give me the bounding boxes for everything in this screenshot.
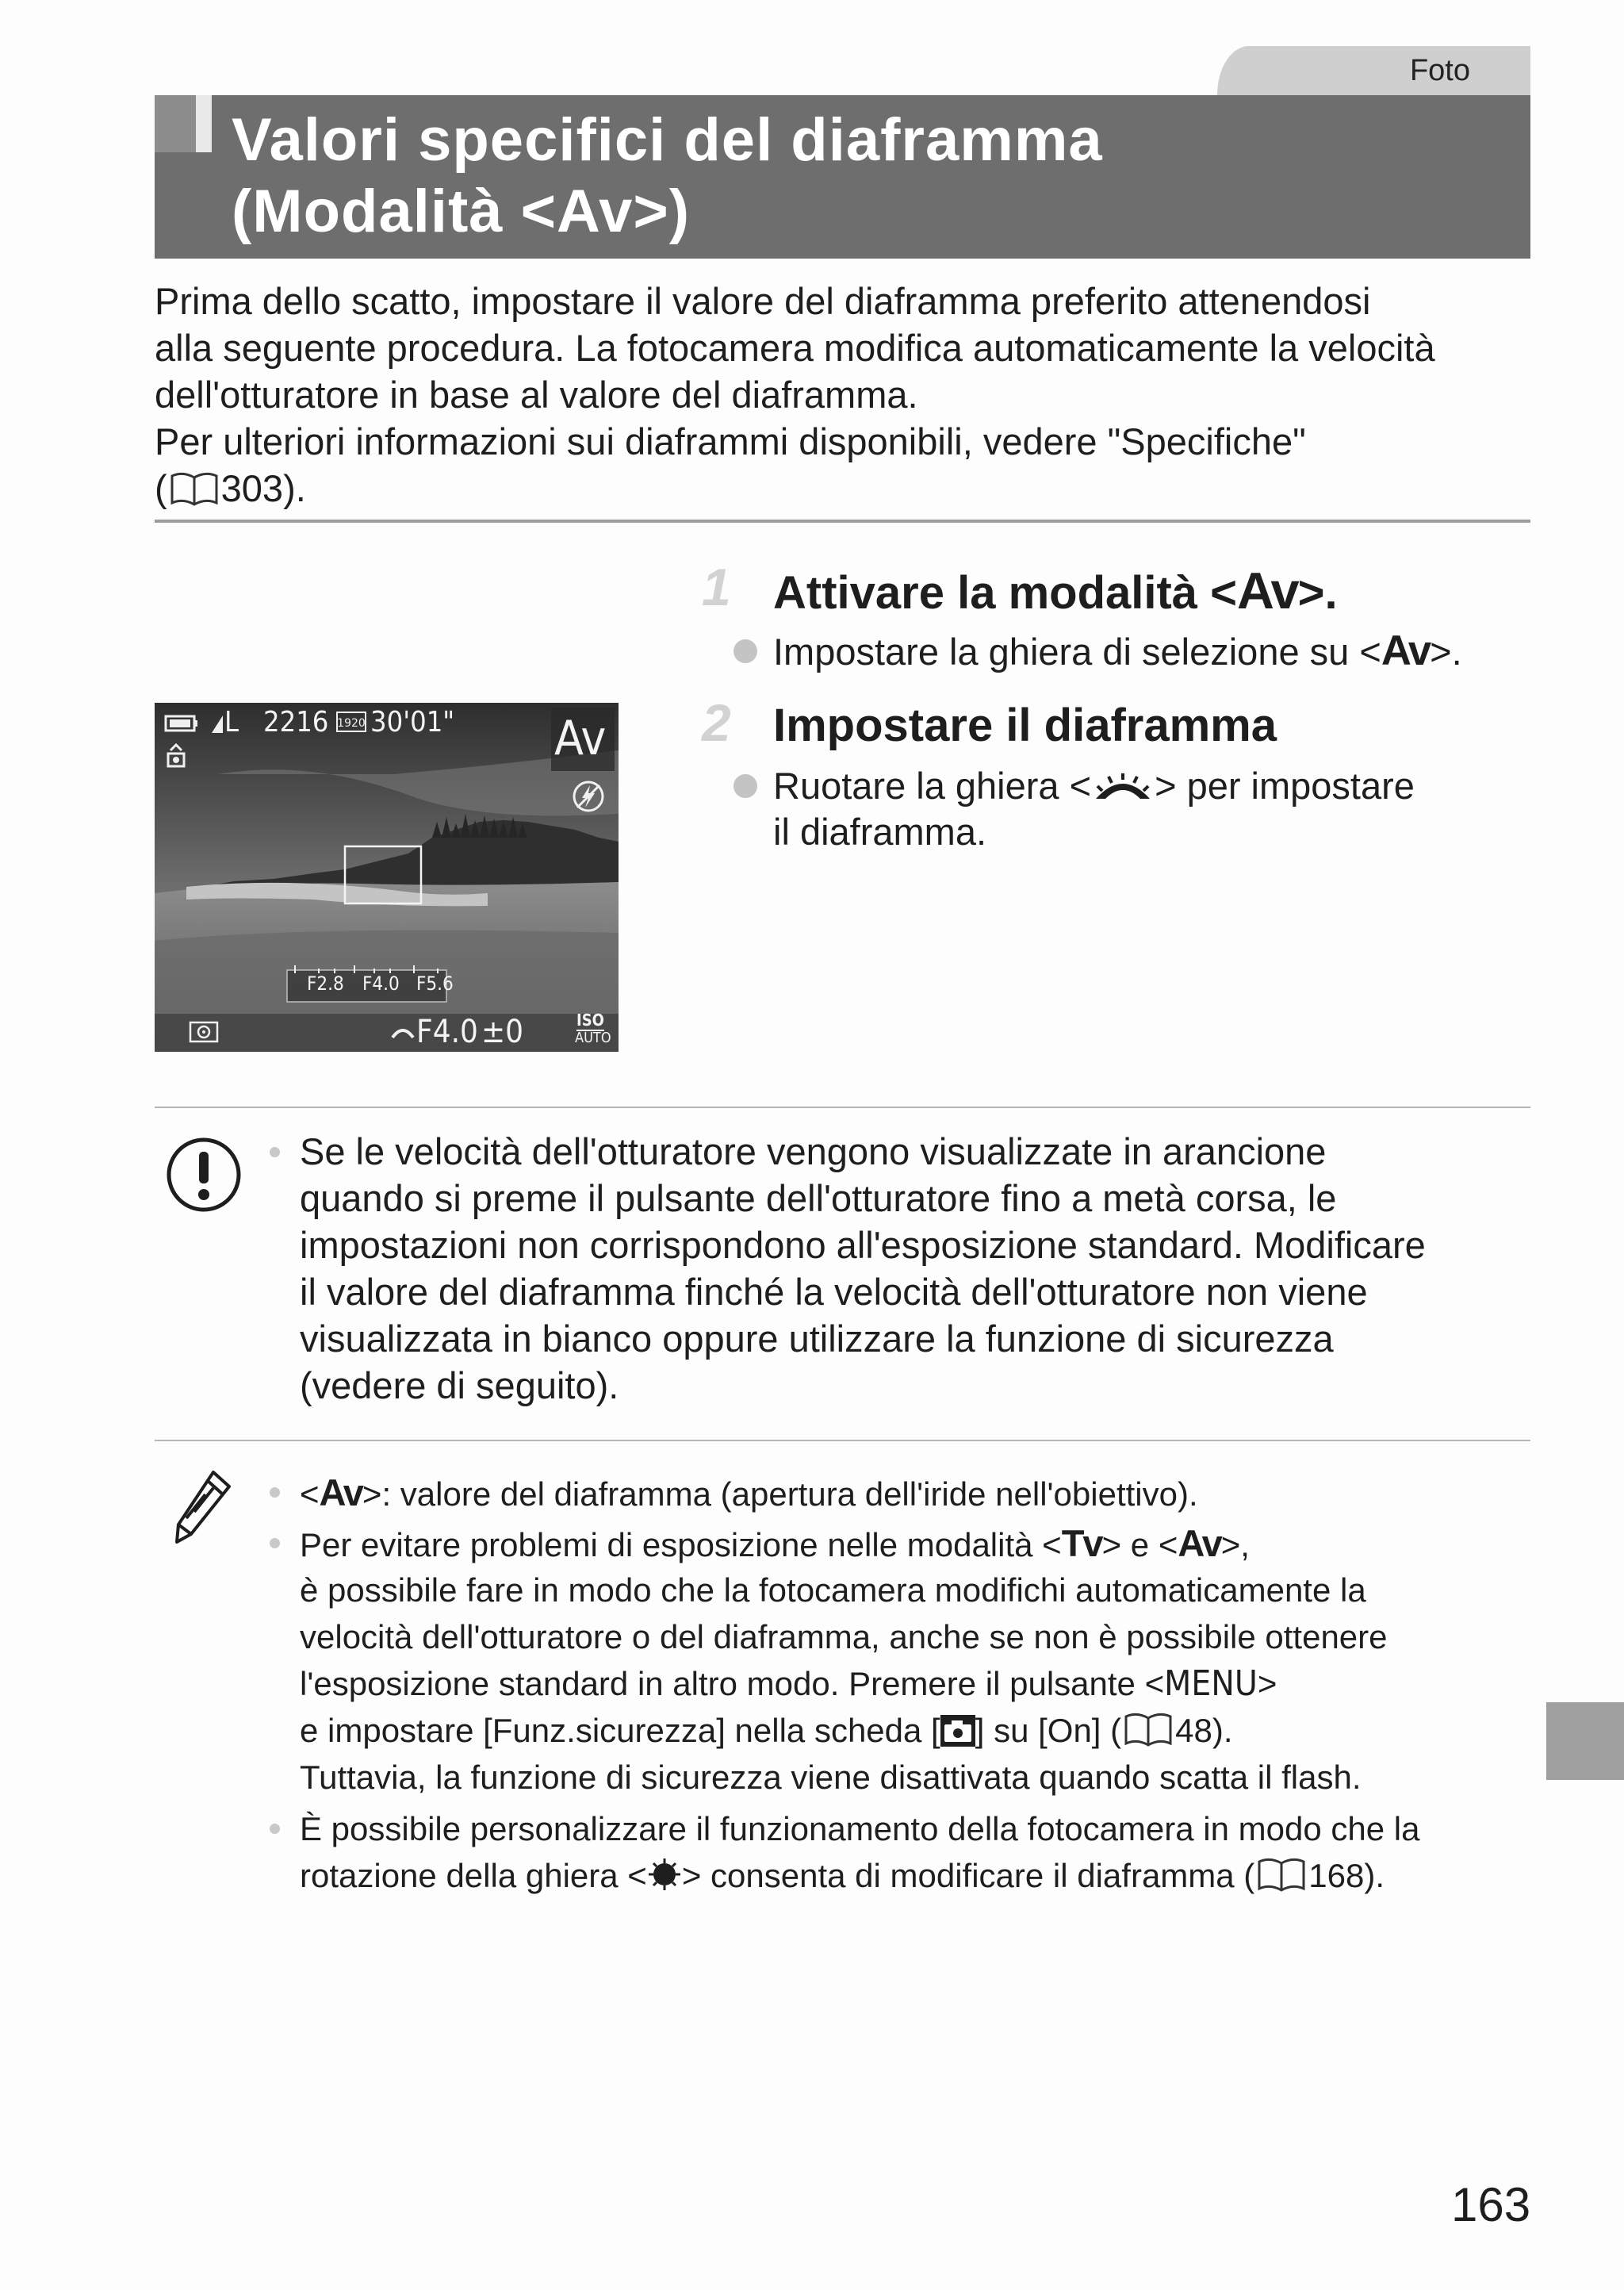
info-line: e impostare [Funz.sicurezza] nella scheda [ ] su [On] ( 48). xyxy=(300,1712,1233,1749)
page-reference: 168). xyxy=(1308,1857,1385,1894)
info-line: l'esposizione standard in altro modo. Premere il pulsante <MENU> xyxy=(300,1663,1277,1704)
bullet-icon xyxy=(270,1824,280,1834)
movie-1920-icon xyxy=(335,711,367,733)
control-ring-icon xyxy=(647,1857,682,1892)
step-1-number: 1 xyxy=(702,558,731,616)
divider xyxy=(155,520,1530,523)
front-dial-indicator-icon xyxy=(391,1023,415,1039)
front-dial-icon xyxy=(1091,772,1155,804)
step-2-instruction-line-2: il diaframma. xyxy=(773,811,987,853)
info-line: velocità dell'otturatore o del diaframma, anche se non è possibile ottenere xyxy=(300,1618,1388,1655)
info-line: Per evitare problemi di esposizione nelle modalità <Tv> e <Av>, xyxy=(300,1522,1250,1564)
divider xyxy=(155,1107,1530,1108)
caution-line: impostazioni non corrispondono all'esposizione standard. Modificare xyxy=(300,1224,1426,1266)
chapter-side-tab xyxy=(1546,1702,1624,1780)
step-1-instruction: Impostare la ghiera di selezione su <Av>. xyxy=(773,627,1462,674)
camera-icon xyxy=(940,1715,975,1747)
bullet-icon xyxy=(270,1538,280,1548)
book-icon xyxy=(169,471,220,506)
bullet-icon xyxy=(733,774,757,798)
info-line: è possibile fare in modo che la fotocamera modifichi automaticamente la xyxy=(300,1571,1366,1609)
aperture-scale-value: F5.6 xyxy=(416,972,454,995)
info-line: È possibile personalizzare il funzionamento della fotocamera in modo che la xyxy=(300,1810,1420,1847)
av-mode-glyph: Av xyxy=(1178,1522,1221,1564)
step-1-title: Attivare la modalità <Av>. xyxy=(773,562,1338,619)
aperture-scale-value: F4.0 xyxy=(362,972,400,995)
page-title xyxy=(232,105,1421,247)
page-reference: 48). xyxy=(1175,1712,1233,1749)
step-2-instruction-line-1: Ruotare la ghiera < > per impostare xyxy=(773,765,1415,807)
info-line: <Av>: valore del diaframma (apertura dell'iride nell'obiettivo). xyxy=(300,1471,1198,1513)
camera-screen-image xyxy=(155,703,619,1052)
caution-line: il valore del diaframma finché la velocità dell'otturatore non viene xyxy=(300,1271,1368,1313)
step-2-number: 2 xyxy=(702,693,731,752)
info-line: Tuttavia, la funzione di sicurezza viene disattivata quando scatta il flash. xyxy=(300,1759,1362,1796)
bullet-icon xyxy=(270,1147,280,1157)
intro-line: dell'otturatore in base al valore del diaframma. xyxy=(155,374,918,416)
caution-line: quando si preme il pulsante dell'otturatore fino a metà corsa, le xyxy=(300,1177,1337,1219)
iso-label: ISO xyxy=(576,1011,604,1030)
iso-value: AUTO xyxy=(575,1030,611,1046)
intro-line: Per ulteriori informazioni sui diaframmi disponibili, vedere "Specifiche" xyxy=(155,420,1306,462)
title-decoration-highlight xyxy=(196,95,212,152)
caution-line: visualizzata in bianco oppure utilizzare la funzione di sicurezza xyxy=(300,1318,1334,1360)
intro-line: ( 303). xyxy=(155,467,306,509)
intro-paragraph xyxy=(155,278,1534,512)
aperture-value: F4.0 xyxy=(416,1014,478,1050)
image-quality: L xyxy=(224,706,239,738)
caution-icon xyxy=(165,1136,243,1214)
intro-line: Prima dello scatto, impostare il valore del diaframma preferito attenendosi xyxy=(155,280,1371,322)
shots-remaining: 2216 xyxy=(263,706,329,738)
page-title-line-1: Valori specifici del diaframma xyxy=(232,106,1103,174)
aperture-scale-value: F2.8 xyxy=(307,972,344,995)
svg-text:1920: 1920 xyxy=(337,717,366,730)
shooting-mode: Av xyxy=(554,711,607,766)
image-quality-icon xyxy=(210,714,224,735)
caution-line: (vedere di seguito). xyxy=(300,1364,619,1406)
metering-icon xyxy=(188,1020,220,1044)
page-number: 163 xyxy=(1451,2178,1531,2231)
intro-line: alla seguente procedura. La fotocamera modifica automaticamente la velocità xyxy=(155,327,1435,369)
book-icon xyxy=(1256,1857,1307,1892)
step-2-title: Impostare il diaframma xyxy=(773,700,1277,751)
flash-off-icon xyxy=(571,779,606,814)
menu-button-label: MENU xyxy=(1164,1663,1258,1704)
book-icon xyxy=(1123,1712,1174,1747)
pencil-icon xyxy=(170,1467,234,1547)
bullet-icon xyxy=(270,1487,280,1498)
av-mode-glyph: Av xyxy=(1381,627,1431,674)
page-reference: 303). xyxy=(220,467,306,509)
av-mode-glyph: Av xyxy=(319,1471,362,1513)
divider xyxy=(155,1440,1530,1441)
page-title-line-2: (Modalità <Av>) xyxy=(232,178,691,245)
movie-time: 30'01" xyxy=(370,706,455,738)
tv-mode-glyph: Tv xyxy=(1061,1522,1102,1564)
exposure-compensation: ±0 xyxy=(481,1014,524,1050)
battery-icon xyxy=(164,714,199,733)
bullet-icon xyxy=(733,639,757,663)
landscape-scene xyxy=(155,703,619,1052)
camera-stabilizer-icon xyxy=(166,742,186,769)
info-line: rotazione della ghiera < > consenta di modificare il diaframma ( 168). xyxy=(300,1857,1385,1894)
aperture-scale-ticks xyxy=(287,961,446,973)
caution-line: Se le velocità dell'otturatore vengono visualizzate in arancione xyxy=(300,1130,1327,1172)
av-mode-glyph: Av xyxy=(1237,562,1298,619)
section-tab: Foto xyxy=(1217,46,1530,95)
